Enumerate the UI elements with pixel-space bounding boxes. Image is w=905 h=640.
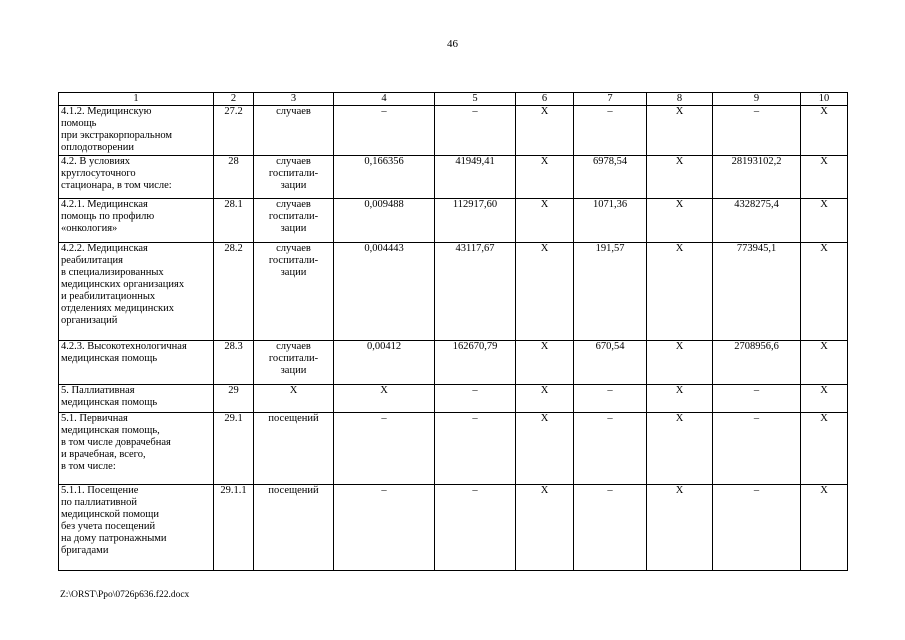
cell-col9: 773945,1: [713, 243, 801, 341]
row-unit: случаев госпитали- зации: [254, 243, 334, 341]
table-row: [59, 341, 848, 385]
cell-col5: –: [435, 385, 516, 413]
col-header-9: 9: [713, 93, 801, 106]
cell-col10: X: [801, 413, 848, 485]
row-unit: случаев госпитали- зации: [254, 199, 334, 243]
row-name: 4.2.2. Медицинская реабилитация в специализированных медицинских организациях и реабилитационных отделениях медицинских организаций: [59, 243, 214, 341]
row-code: 29: [214, 385, 254, 413]
cell-col10: X: [801, 485, 848, 571]
cell-col4: X: [334, 385, 435, 413]
row-unit: X: [254, 385, 334, 413]
row-name: 4.2.3. Высокотехнологичная медицинская помощь: [59, 341, 214, 385]
page-number: 46: [447, 38, 458, 50]
row-code: 29.1: [214, 413, 254, 485]
cell-col9: 4328275,4: [713, 199, 801, 243]
cell-col8: X: [647, 243, 713, 341]
cell-col6: X: [516, 199, 574, 243]
col-header-10: 10: [801, 93, 848, 106]
cell-col5: –: [435, 106, 516, 156]
col-header-7: 7: [574, 93, 647, 106]
cell-col8: X: [647, 485, 713, 571]
cell-col5: 43117,67: [435, 243, 516, 341]
col-header-2: 2: [214, 93, 254, 106]
col-header-4: 4: [334, 93, 435, 106]
cell-col10: X: [801, 199, 848, 243]
row-code: 28.3: [214, 341, 254, 385]
cell-col8: X: [647, 341, 713, 385]
row-name: 4.2. В условиях круглосуточного стационара, в том числе:: [59, 156, 214, 199]
cell-col7: 1071,36: [574, 199, 647, 243]
row-unit: случаев госпитали- зации: [254, 341, 334, 385]
row-name: 5.1.1. Посещение по паллиативной медицинской помощи без учета посещений на дому патронажными бригадами: [59, 485, 214, 571]
cell-col6: X: [516, 485, 574, 571]
cell-col7: –: [574, 485, 647, 571]
row-unit: случаев госпитали- зации: [254, 156, 334, 199]
cell-col6: X: [516, 156, 574, 199]
row-name: 4.2.1. Медицинская помощь по профилю «онкология»: [59, 199, 214, 243]
cell-col5: 41949,41: [435, 156, 516, 199]
cell-col10: X: [801, 385, 848, 413]
cell-col8: X: [647, 385, 713, 413]
cell-col6: X: [516, 243, 574, 341]
document-path-footer: Z:\ORST\Ppo\0726p636.f22.docx: [60, 590, 190, 600]
row-name: 4.1.2. Медицинскую помощь при экстракорпоральном оплодотворении: [59, 106, 214, 156]
cell-col7: –: [574, 106, 647, 156]
cell-col7: –: [574, 413, 647, 485]
cell-col8: X: [647, 156, 713, 199]
cell-col4: 0,00412: [334, 341, 435, 385]
cell-col10: X: [801, 156, 848, 199]
col-header-5: 5: [435, 93, 516, 106]
cell-col7: –: [574, 385, 647, 413]
cell-col6: X: [516, 385, 574, 413]
cell-col7: 191,57: [574, 243, 647, 341]
cell-col6: X: [516, 413, 574, 485]
cell-col9: –: [713, 413, 801, 485]
cell-col9: –: [713, 485, 801, 571]
data-table: [58, 92, 848, 571]
row-name: 5.1. Первичная медицинская помощь, в том числе доврачебная и врачебная, всего, в том числе:: [59, 413, 214, 485]
cell-col10: X: [801, 106, 848, 156]
cell-col5: 162670,79: [435, 341, 516, 385]
cell-col7: 6978,54: [574, 156, 647, 199]
table-row: [59, 385, 848, 413]
cell-col8: X: [647, 199, 713, 243]
cell-col4: –: [334, 485, 435, 571]
row-unit: случаев: [254, 106, 334, 156]
row-name: 5. Паллиативная медицинская помощь: [59, 385, 214, 413]
cell-col9: 2708956,6: [713, 341, 801, 385]
cell-col9: –: [713, 106, 801, 156]
table-row: [59, 485, 848, 571]
cell-col6: X: [516, 341, 574, 385]
row-unit: посещений: [254, 413, 334, 485]
row-code: 28.2: [214, 243, 254, 341]
row-code: 28: [214, 156, 254, 199]
cell-col5: –: [435, 485, 516, 571]
col-header-8: 8: [647, 93, 713, 106]
cell-col4: 0,166356: [334, 156, 435, 199]
table-row: [59, 199, 848, 243]
table-row: [59, 413, 848, 485]
cell-col9: –: [713, 385, 801, 413]
cell-col4: –: [334, 106, 435, 156]
row-code: 29.1.1: [214, 485, 254, 571]
table-row: [59, 106, 848, 156]
cell-col4: –: [334, 413, 435, 485]
cell-col5: 112917,60: [435, 199, 516, 243]
cell-col10: X: [801, 341, 848, 385]
cell-col8: X: [647, 413, 713, 485]
cell-col4: 0,004443: [334, 243, 435, 341]
cell-col10: X: [801, 243, 848, 341]
col-header-1: 1: [59, 93, 214, 106]
cell-col9: 28193102,2: [713, 156, 801, 199]
col-header-6: 6: [516, 93, 574, 106]
col-header-3: 3: [254, 93, 334, 106]
header-row: [59, 93, 848, 106]
cell-col4: 0,009488: [334, 199, 435, 243]
row-code: 28.1: [214, 199, 254, 243]
cell-col5: –: [435, 413, 516, 485]
cell-col7: 670,54: [574, 341, 647, 385]
row-unit: посещений: [254, 485, 334, 571]
cell-col6: X: [516, 106, 574, 156]
table-row: [59, 156, 848, 199]
row-code: 27.2: [214, 106, 254, 156]
table-row: [59, 243, 848, 341]
cell-col8: X: [647, 106, 713, 156]
